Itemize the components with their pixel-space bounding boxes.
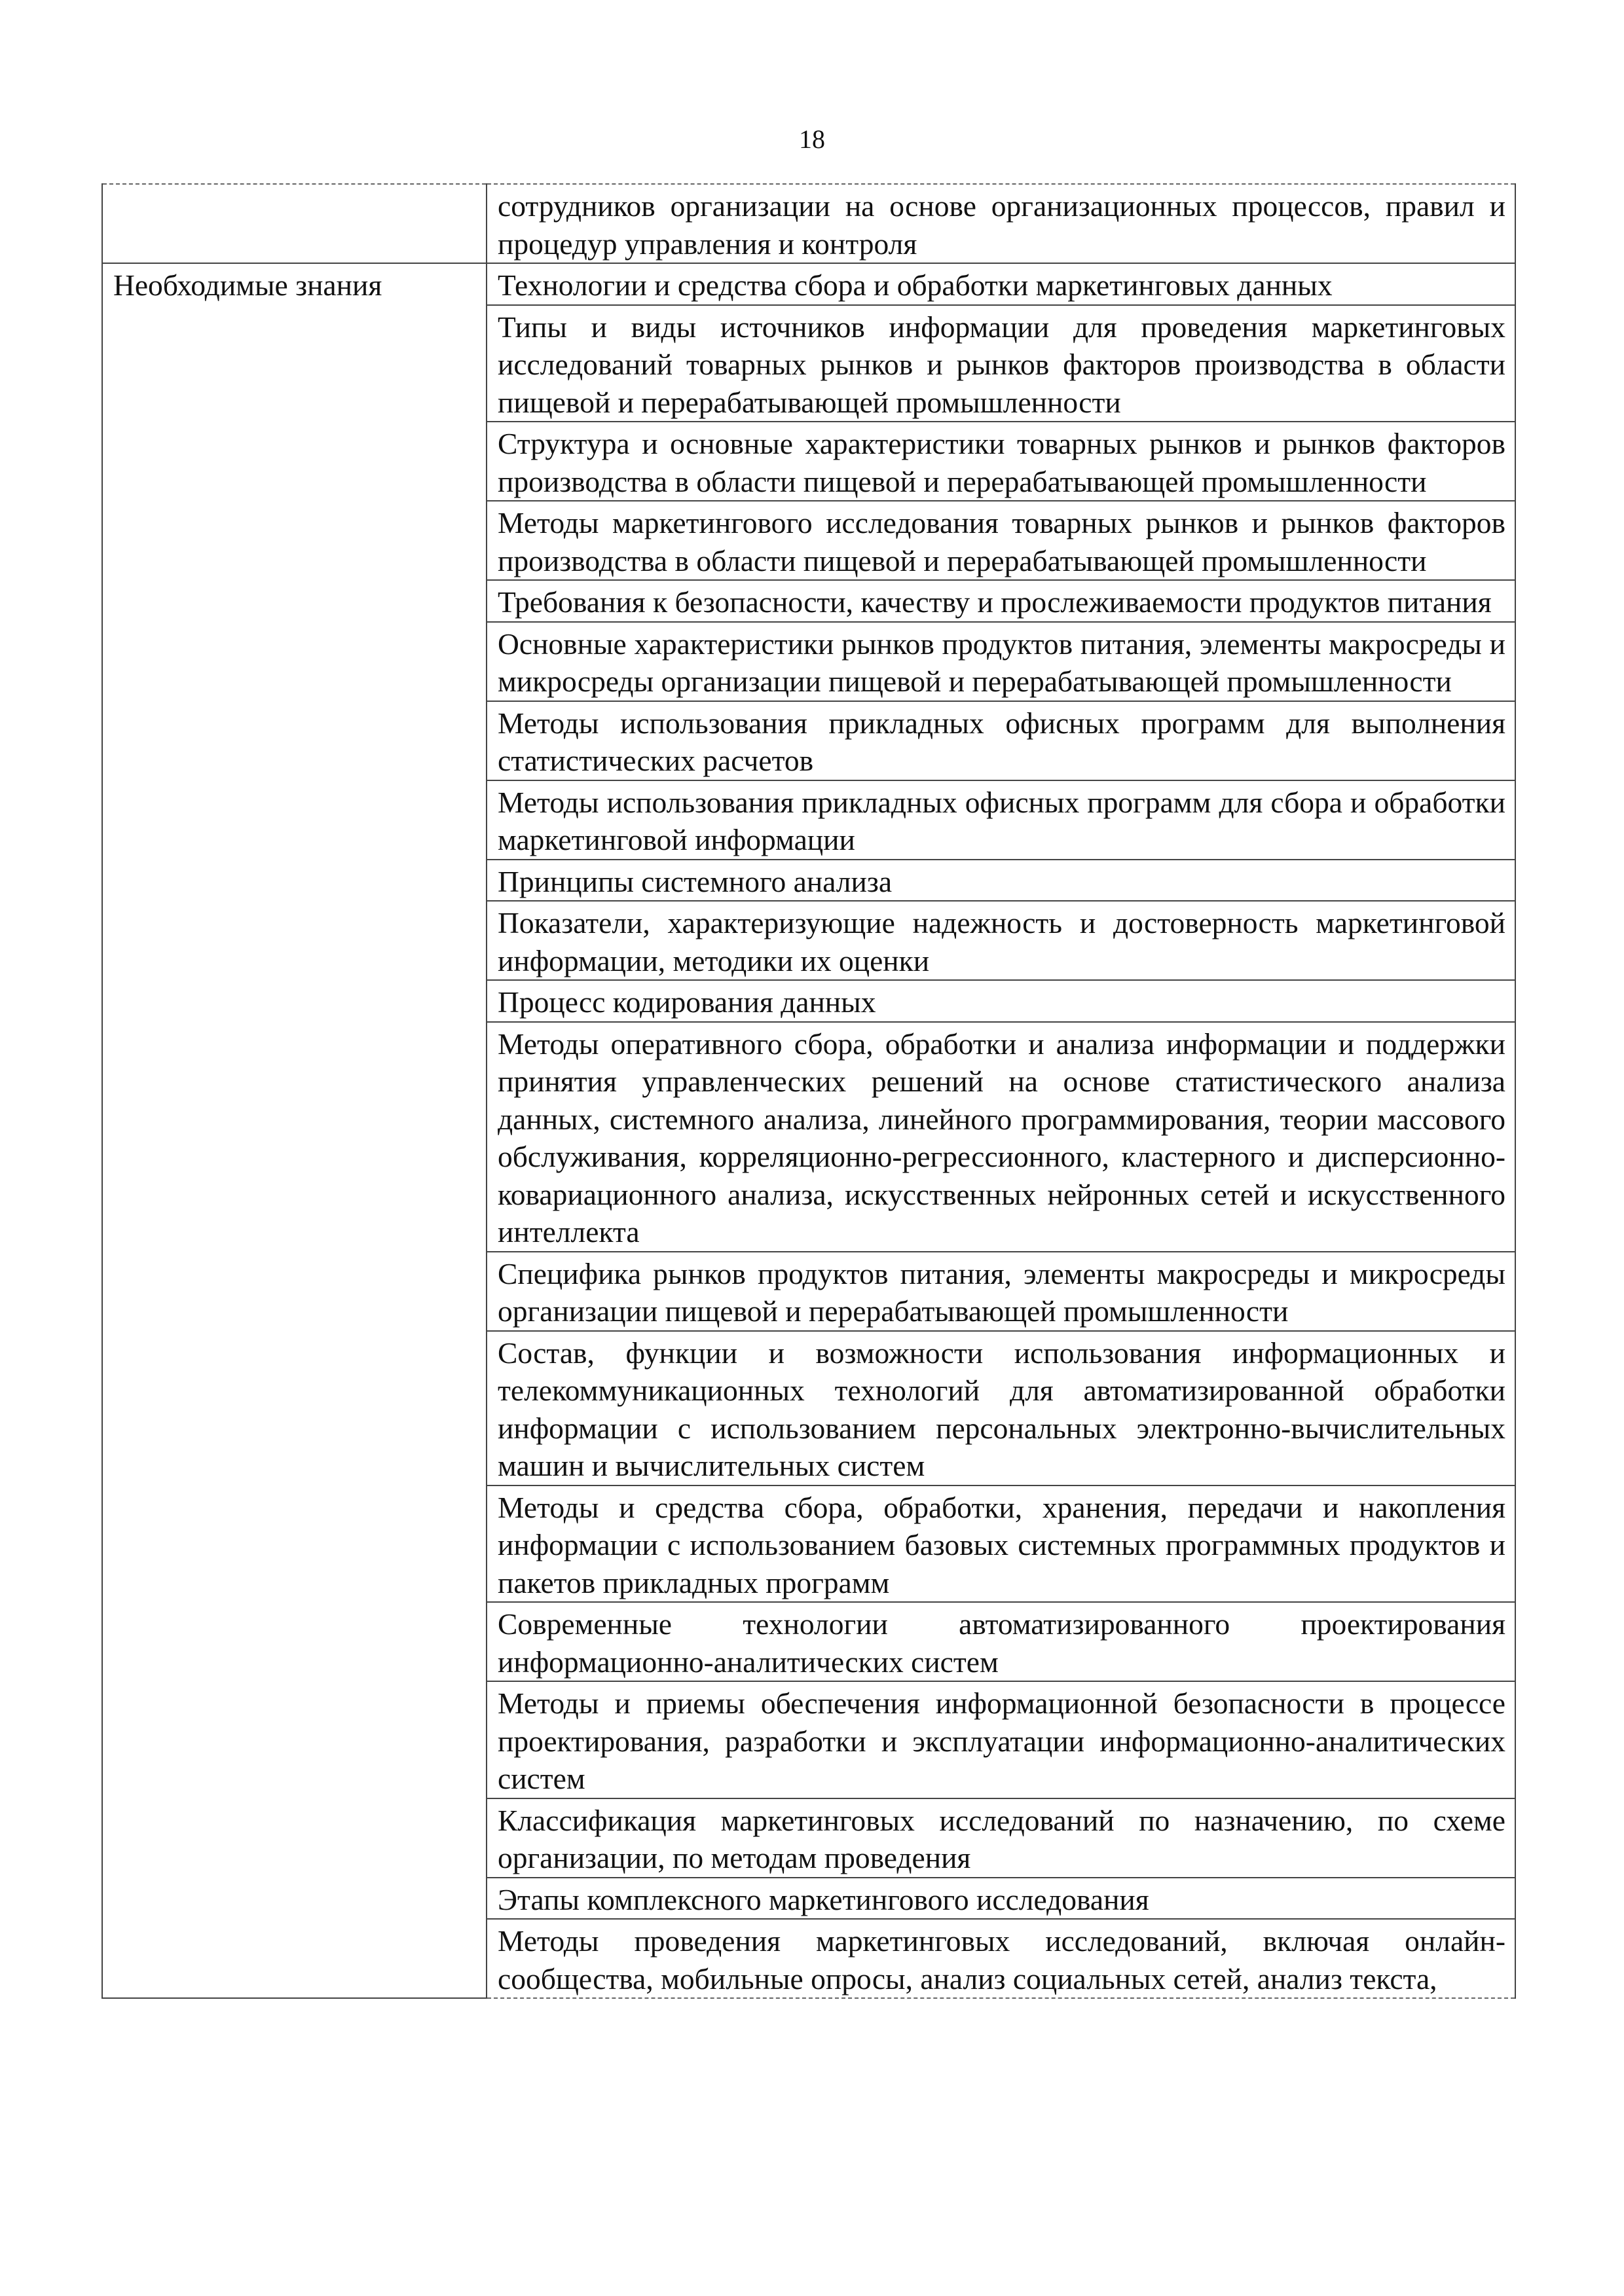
knowledge-item: Методы и приемы обеспечения информационной безопасности в процессе проектирования, разработки и эксплуатации информационно-аналитических систем [487, 1681, 1515, 1798]
knowledge-item: Методы использования прикладных офисных программ для выполнения статистических расчетов [487, 701, 1515, 780]
knowledge-item: Принципы системного анализа [487, 860, 1515, 902]
knowledge-item: Технологии и средства сбора и обработки маркетинговых данных [487, 263, 1515, 305]
knowledge-item: Методы и средства сбора, обработки, хранения, передачи и накопления информации с использованием базовых системных программных продуктов и пакетов прикладных программ [487, 1485, 1515, 1603]
knowledge-item: Методы проведения маркетинговых исследований, включая онлайн-сообщества, мобильные опросы, анализ социальных сетей, анализ текста, [487, 1919, 1515, 1998]
knowledge-item: Методы маркетингового исследования товарных рынков и рынков факторов производства в области пищевой и перерабатывающей промышленности [487, 501, 1515, 580]
knowledge-item: Методы оперативного сбора, обработки и анализа информации и поддержки принятия управленческих решений на основе статистического анализа данных, системного анализа, линейного программирования, теории массового обслуживания, корреляционно-регрессионного, кластерного и дисперсионно-ковариационного анализа, искусственных нейронных сетей и искусственного интеллекта [487, 1022, 1515, 1252]
table-row [102, 263, 1515, 305]
knowledge-item: Процесс кодирования данных [487, 980, 1515, 1022]
page-number: 18 [799, 124, 825, 154]
knowledge-item: Методы использования прикладных офисных программ для сбора и обработки маркетинговой информации [487, 780, 1515, 860]
section-label-cell: Необходимые знания [102, 263, 487, 1998]
continuation-cell: сотрудников организации на основе организационных процессов, правил и процедур управления и контроля [487, 184, 1515, 263]
knowledge-item: Состав, функции и возможности использования информационных и телекоммуникационных технологий для автоматизированной обработки информации с использованием персональных электронно-вычислительных машин и вычислительных систем [487, 1331, 1515, 1485]
knowledge-item: Специфика рынков продуктов питания, элементы макросреды и микросреды организации пищевой и перерабатывающей промышленности [487, 1252, 1515, 1331]
knowledge-item: Классификация маркетинговых исследований по назначению, по схеме организации, по методам проведения [487, 1798, 1515, 1878]
knowledge-item: Основные характеристики рынков продуктов питания, элементы макросреды и микросреды организации пищевой и перерабатывающей промышленности [487, 622, 1515, 701]
knowledge-item: Современные технологии автоматизированного проектирования информационно-аналитических систем [487, 1602, 1515, 1681]
knowledge-item: Показатели, характеризующие надежность и достоверность маркетинговой информации, методики их оценки [487, 901, 1515, 980]
empty-label-cell [102, 184, 487, 263]
knowledge-item: Требования к безопасности, качеству и прослеживаемости продуктов питания [487, 580, 1515, 622]
requirements-table [101, 183, 1516, 1999]
table-row-continuation [102, 184, 1515, 263]
knowledge-item: Типы и виды источников информации для проведения маркетинговых исследований товарных рынков и рынков факторов производства в области пищевой и перерабатывающей промышленности [487, 305, 1515, 422]
knowledge-item: Структура и основные характеристики товарных рынков и рынков факторов производства в области пищевой и перерабатывающей промышленности [487, 422, 1515, 501]
knowledge-item: Этапы комплексного маркетингового исследования [487, 1878, 1515, 1920]
